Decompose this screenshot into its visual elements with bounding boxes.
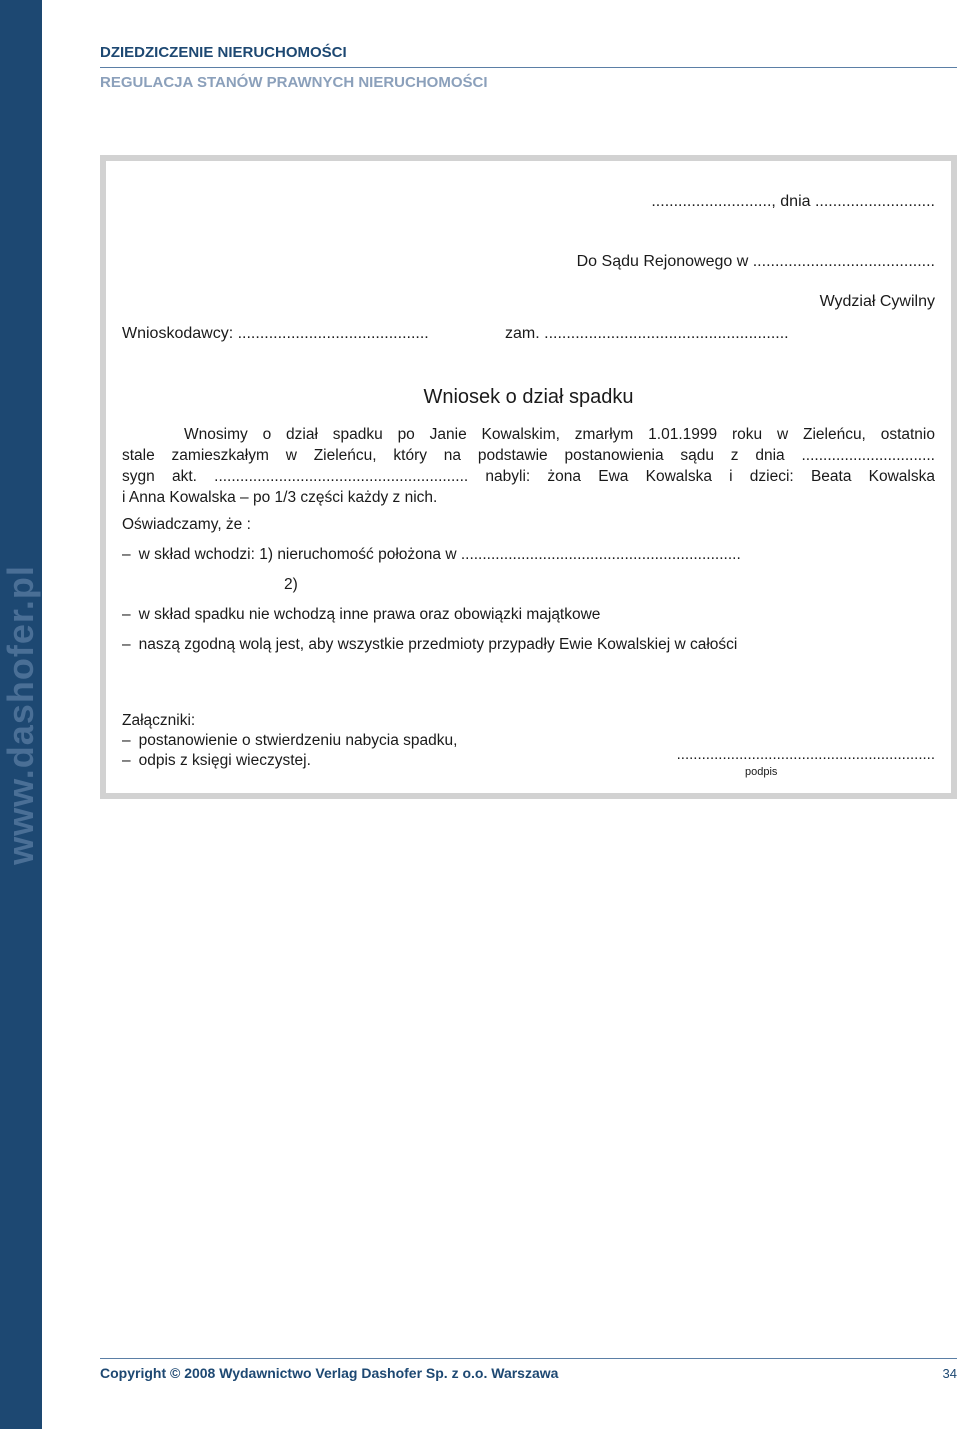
attachment-item	[122, 752, 311, 770]
applicants-line: Wnioskodawcy: ...........................................	[122, 325, 429, 342]
address-line: zam. .......................................................	[505, 325, 789, 342]
list-item	[122, 636, 737, 654]
request-paragraph	[122, 424, 935, 508]
signature-line: ..............................................................	[676, 746, 935, 763]
form-body	[122, 161, 935, 793]
dash-marker: –	[122, 732, 131, 749]
paragraph-line: i Anna Kowalska – po 1/3 części każdy z nich.	[122, 489, 438, 506]
footer-rule	[100, 1358, 957, 1359]
list-item-text: w skład wchodzi: 1) nieruchomość położona w .................................................................	[138, 546, 741, 563]
dash-marker: –	[122, 606, 131, 623]
page-number: 34	[942, 1366, 957, 1381]
attachment-item	[122, 732, 457, 750]
list-item-text: w skład spadku nie wchodzą inne prawa oraz obowiązki majątkowe	[138, 606, 601, 623]
list-item	[122, 606, 600, 624]
watermark: www.dashofer.pl	[0, 565, 41, 865]
attachment-text: postanowienie o stwierdzeniu nabycia spadku,	[138, 732, 458, 749]
place-date-line: ..........................., dnia ...........................	[651, 193, 935, 210]
paragraph-line: stale zamieszkałym w Zieleńcu, który na podstawie postanowienia sądu z dnia ...............................	[122, 447, 935, 464]
paragraph-line: sygn akt. ........................................................... nabyli: żona Ewa Kowalska i dzieci: Beata Kowalska	[122, 468, 935, 485]
header-rule	[100, 67, 957, 68]
dash-marker: –	[122, 636, 131, 653]
document-title: Wniosek o dział spadku	[423, 386, 634, 408]
attachment-text: odpis z księgi wieczystej.	[138, 752, 311, 769]
list-item	[122, 546, 741, 564]
declare-label: Oświadczamy, że :	[122, 516, 251, 533]
form-frame	[100, 155, 957, 799]
attachments-label: Załączniki:	[122, 712, 196, 729]
paragraph-line: Wnosimy o dział spadku po Janie Kowalskim, zmarłym 1.01.1999 roku w Zieleńcu, ostatnio	[184, 426, 935, 443]
dash-marker: –	[122, 752, 131, 769]
list-item-sub: 2)	[284, 576, 298, 593]
footer-copyright: Copyright © 2008 Wydawnictwo Verlag Dashofer Sp. z o.o. Warszawa	[100, 1365, 559, 1381]
division-line: Wydział Cywilny	[819, 293, 935, 310]
list-item-text: naszą zgodną wolą jest, aby wszystkie przedmioty przypadły Ewie Kowalskiej w całości	[138, 636, 738, 653]
header-title: DZIEDZICZENIE NIERUCHOMOŚCI	[100, 44, 347, 61]
header-subtitle: REGULACJA STANÓW PRAWNYCH NIERUCHOMOŚCI	[100, 74, 488, 91]
sidebar-band	[0, 0, 42, 1429]
dash-marker: –	[122, 546, 131, 563]
signature-label: podpis	[745, 766, 778, 778]
court-line: Do Sądu Rejonowego w .........................................	[576, 253, 935, 270]
